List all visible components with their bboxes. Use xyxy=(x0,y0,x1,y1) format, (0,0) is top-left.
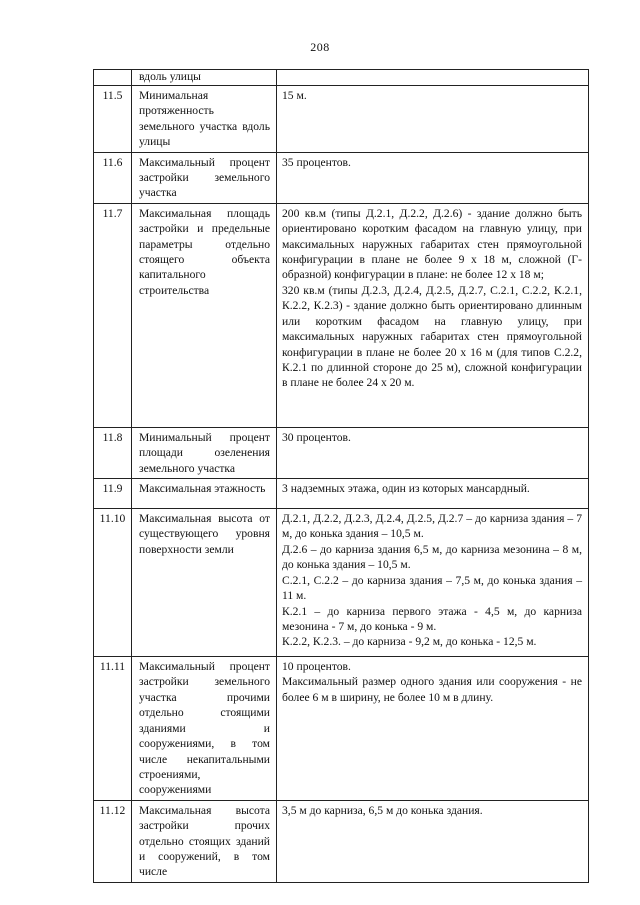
parameter-value xyxy=(277,203,589,427)
parameter-name: Минимальный процент площади озеленения земельного участка xyxy=(132,427,277,478)
parameter-value xyxy=(277,657,589,801)
row-number: 11.8 xyxy=(94,427,132,478)
regulations-table xyxy=(93,69,589,883)
value-paragraph: К.2.2, К.2.3. – до карниза - 9,2 м, до конька - 12,5 м. xyxy=(282,635,537,649)
value-paragraph: Максимальный размер одного здания или сооружения - не более 6 м в ширину, не более 10 м в длину. xyxy=(282,675,582,704)
parameter-name: Максимальная площадь застройки и предельные параметры отдельно стоящего объекта капитального строительства xyxy=(132,203,277,427)
parameter-value xyxy=(277,509,589,657)
value-paragraph: 30 процентов. xyxy=(282,430,351,444)
parameter-value xyxy=(277,800,589,882)
value-paragraph: С.2.1, С.2.2 – до карниза здания – 7,5 м, до конька здания – 11 м. xyxy=(282,573,582,603)
value-paragraph: 10 процентов. xyxy=(282,660,351,674)
parameter-name: Максимальный процент застройки земельного участка xyxy=(132,152,277,203)
value-paragraph: К.2.1 – до карниза первого этажа - 4,5 м, до карниза мезонина - 7 м, до конька - 9 м. xyxy=(282,604,582,633)
table-row xyxy=(94,86,589,153)
table-row xyxy=(94,800,589,882)
parameter-name: Минимальная протяженность земельного участка вдоль улицы xyxy=(132,86,277,153)
parameter-value xyxy=(277,70,589,86)
parameter-name: Максимальная этажность xyxy=(132,479,277,509)
value-paragraph: 3,5 м до карниза, 6,5 м до конька здания. xyxy=(282,803,483,817)
parameter-value xyxy=(277,152,589,203)
value-paragraph: Д.2.1, Д.2.2, Д.2.3, Д.2.4, Д.2.5, Д.2.7 – до карниза здания – 7 м, до конька здания – 10,5 м. xyxy=(282,512,582,541)
row-number: 11.6 xyxy=(94,152,132,203)
parameter-name: Максимальная высота застройки прочих отдельно стоящих зданий и сооружений, в том числе xyxy=(132,800,277,882)
table-row xyxy=(94,152,589,203)
parameter-name: вдоль улицы xyxy=(132,70,277,86)
table-row xyxy=(94,657,589,801)
row-number xyxy=(94,70,132,86)
parameter-value xyxy=(277,479,589,509)
row-number: 11.7 xyxy=(94,203,132,427)
row-number: 11.5 xyxy=(94,86,132,153)
value-paragraph: 200 кв.м (типы Д.2.1, Д.2.2, Д.2.6) - здание должно быть ориентировано коротким фасадом на главную улицу, при максимальных наружных габаритах стен прямоугольной конфигурации в плане не более 9 х 18 м, сложной (Г-образной) конфигурации в плане: не более 12 х 18 м; xyxy=(282,206,582,282)
row-number: 11.10 xyxy=(94,509,132,657)
parameter-value xyxy=(277,86,589,153)
value-paragraph: 320 кв.м (типы Д.2.3, Д.2.4, Д.2.5, Д.2.7, С.2.1, С.2.2, К.2.1, К.2.2, К.2.3) - здание должно быть ориентировано длинным или коротким фасадом на главную улицу, при максимальных наружных габаритах стен прямоугольной конфигурации в плане не более 20 х 16 м (для типов С.2.2, К.2.1 по длинной стороне до 25 м), сложной конфигурации в плане не более 24 х 20 м. xyxy=(282,283,582,390)
parameter-name: Максимальный процент застройки земельного участка прочими отдельно стоящими зданиями и сооружениями, в том числе некапитальными строениями, сооружениями xyxy=(132,657,277,801)
value-paragraph: Д.2.6 – до карниза здания 6,5 м, до карниза мезонина – 8 м, до конька здания – 10,5 м. xyxy=(282,542,582,572)
row-number: 11.9 xyxy=(94,479,132,509)
table-row xyxy=(94,203,589,427)
value-paragraph: 3 надземных этажа, один из которых мансардный. xyxy=(282,482,530,496)
parameter-value xyxy=(277,427,589,478)
table-row xyxy=(94,509,589,657)
table-row xyxy=(94,70,589,86)
table-row xyxy=(94,427,589,478)
value-paragraph: 35 процентов. xyxy=(282,155,351,169)
row-number: 11.12 xyxy=(94,800,132,882)
value-paragraph: 15 м. xyxy=(282,89,307,102)
table-row xyxy=(94,479,589,509)
row-number: 11.11 xyxy=(94,657,132,801)
parameter-name: Максимальная высота от существующего уровня поверхности земли xyxy=(132,509,277,657)
page-number: 208 xyxy=(310,40,330,54)
